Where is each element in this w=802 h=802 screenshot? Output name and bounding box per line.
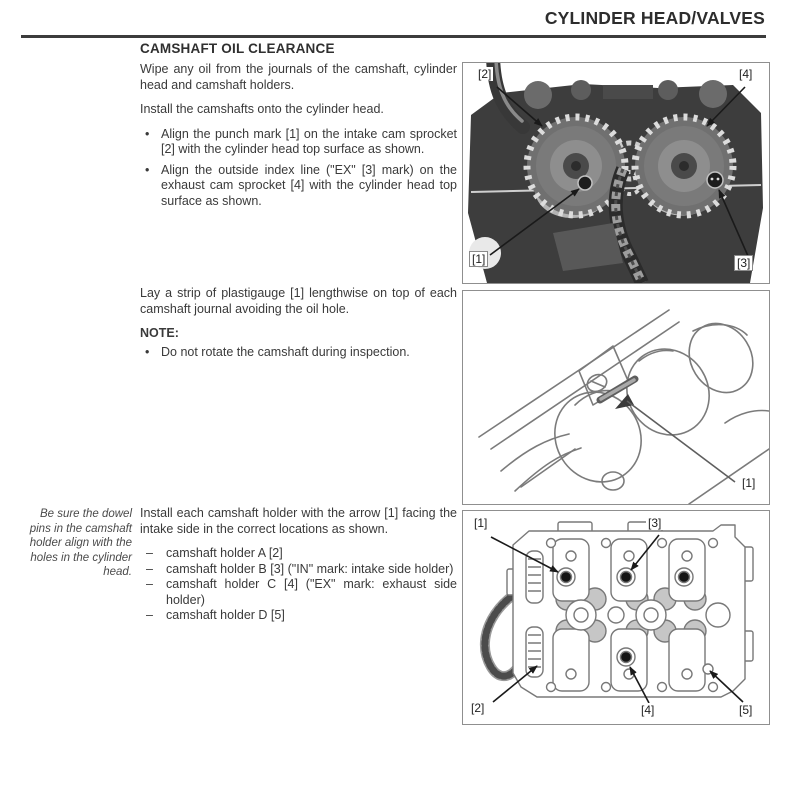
bullet-glyph: • <box>145 162 150 177</box>
bullet-glyph: • <box>145 344 150 359</box>
callout-2: [2] <box>478 67 492 81</box>
callout-1: [1] <box>474 516 488 530</box>
dash-item <box>140 577 457 608</box>
bullet-item <box>140 163 457 210</box>
dash-text: camshaft holder C [4] ("EX" mark: exhaust side holder) <box>166 577 457 607</box>
bullet-text: Align the outside index line ("EX" [3] mark) on the exhaust cam sprocket [4] with the cylinder head top surface as shown. <box>161 162 457 208</box>
bullet-item <box>140 345 457 361</box>
callout-1: [1] <box>742 476 756 490</box>
dash-glyph: – <box>146 577 153 591</box>
plastigauge-drawing-art <box>463 291 769 504</box>
figure-holder-locations-drawing <box>462 510 770 725</box>
dash-glyph: – <box>146 608 153 622</box>
paragraph: Lay a strip of plastigauge [1] lengthwise on top of each camshaft journal avoiding the oil hole. <box>140 286 457 316</box>
margin-side-note: Be sure the dowel pins in the camshaft holder align with the holes in the cylinder head. <box>29 508 132 578</box>
text-block-holders <box>140 506 457 624</box>
bullet-text: Do not rotate the camshaft during inspection. <box>161 344 410 359</box>
dash-item <box>140 562 457 578</box>
section-title: CAMSHAFT OIL CLEARANCE <box>140 41 335 56</box>
note-label: NOTE: <box>140 326 179 340</box>
dash-item <box>140 546 457 562</box>
bullet-text: Align the punch mark [1] on the intake cam sprocket [2] with the cylinder head top surface as shown. <box>161 126 457 156</box>
callout-1: [1] <box>469 251 488 267</box>
holder-locations-art <box>463 511 769 724</box>
dash-glyph: – <box>146 546 153 560</box>
callout-4: [4] <box>739 67 753 81</box>
header-rule <box>21 35 766 38</box>
callout-2: [2] <box>471 701 485 715</box>
callout-3: [3] <box>734 255 753 271</box>
page-header-title: CYLINDER HEAD/VALVES <box>544 8 765 28</box>
bullet-item <box>140 127 457 158</box>
dash-glyph: – <box>146 561 153 576</box>
callout-3: [3] <box>648 516 662 530</box>
bullet-glyph: • <box>145 126 150 141</box>
cam-sprocket-photo-art <box>463 63 769 283</box>
paragraph: Wipe any oil from the journals of the camshaft, cylinder head and camshaft holders. <box>140 62 457 92</box>
text-block-oil-clearance <box>140 62 457 214</box>
figure-plastigauge-drawing <box>462 290 770 505</box>
figure-cam-sprocket-photo <box>462 62 770 284</box>
paragraph: Install the camshafts onto the cylinder head. <box>140 102 384 116</box>
callout-5: [5] <box>739 703 753 717</box>
text-block-plastigauge <box>140 286 457 365</box>
paragraph: Install each camshaft holder with the arrow [1] facing the intake side in the correct locations as shown. <box>140 506 457 536</box>
callout-4: [4] <box>641 703 655 717</box>
dash-text: camshaft holder D [5] <box>166 608 285 622</box>
dash-text: camshaft holder B [3] ("IN" mark: intake side holder) <box>166 561 454 576</box>
dash-item <box>140 608 457 624</box>
dash-text: camshaft holder A [2] <box>166 546 283 560</box>
